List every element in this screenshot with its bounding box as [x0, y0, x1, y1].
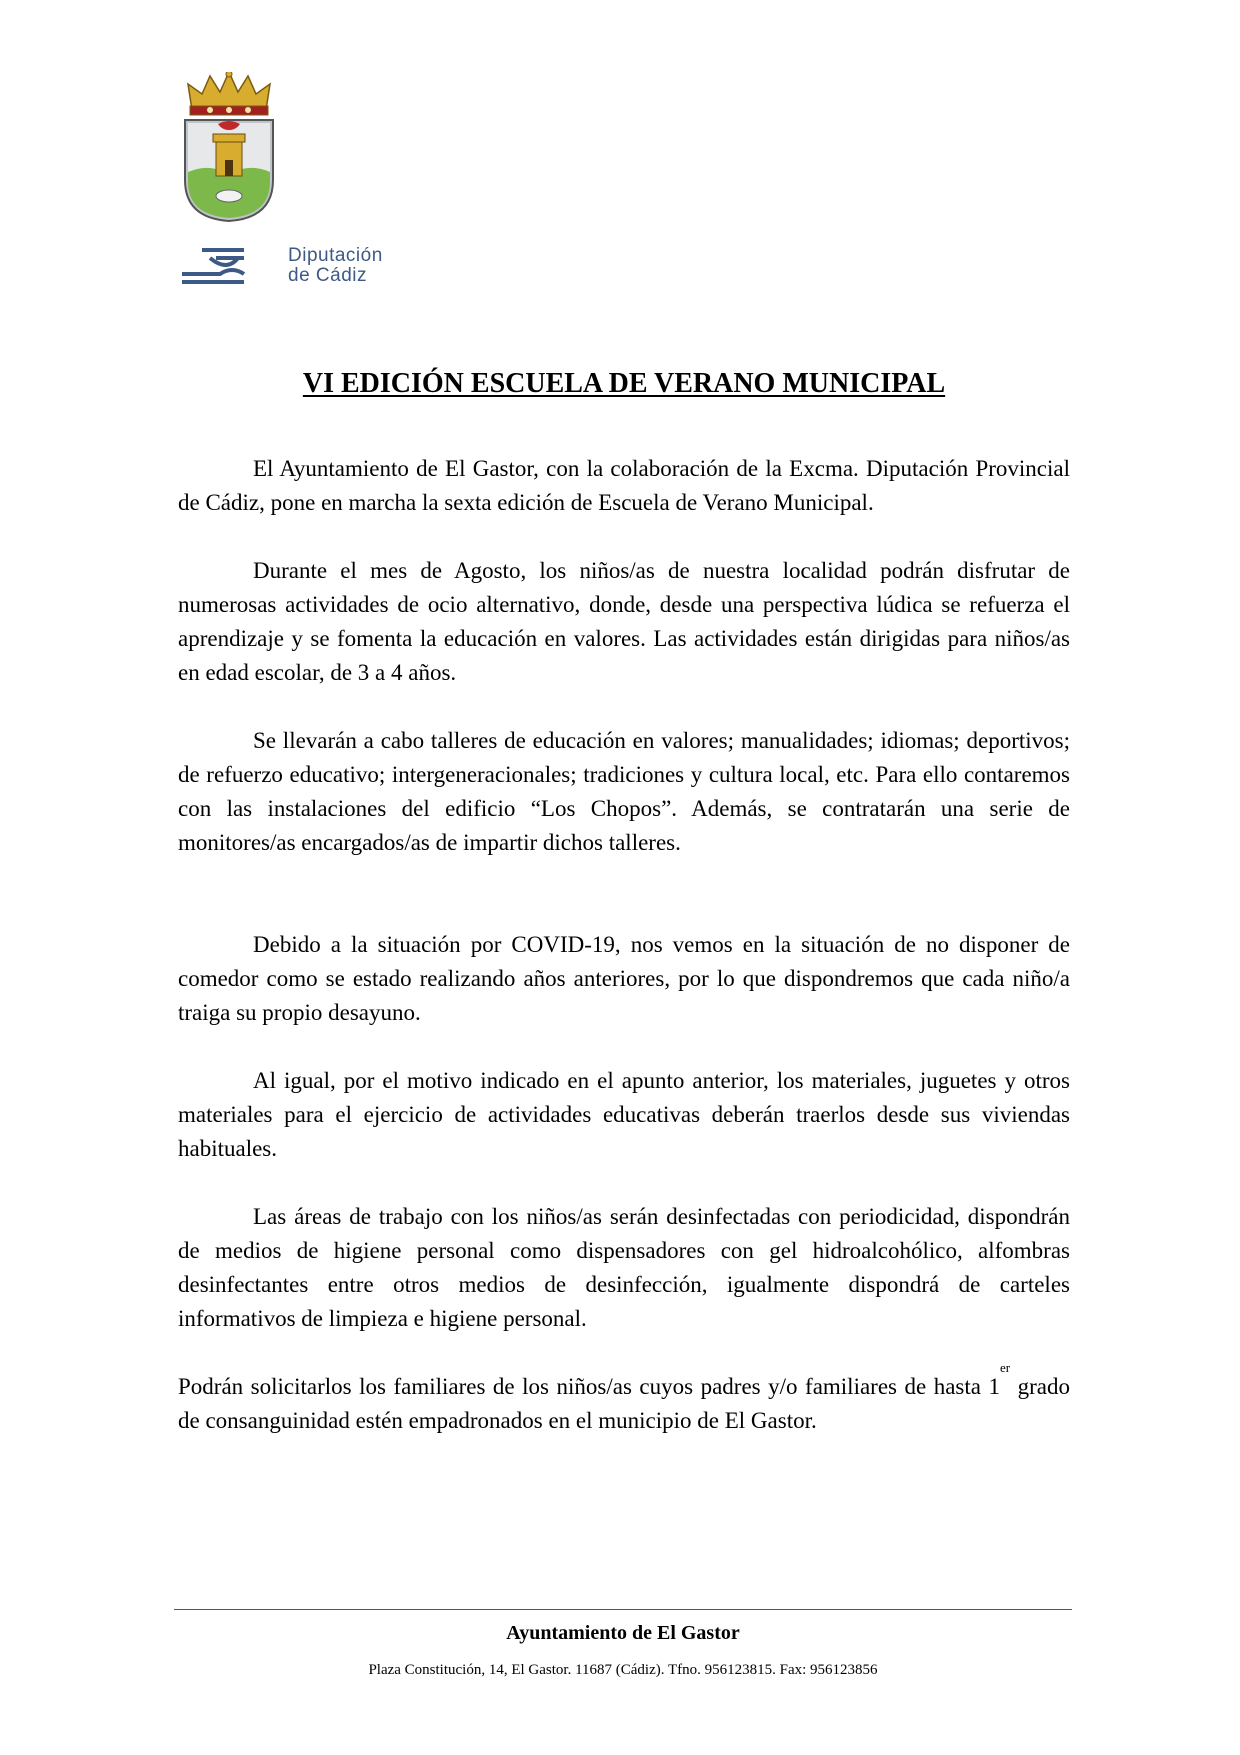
document-body [178, 452, 1070, 1438]
paragraph-6: Las áreas de trabajo con los niños/as serán desinfectadas con periodicidad, dispondrán de medios de higiene personal como dispensadores con gel hidroalcohólico, alfombras desinfectantes entre otros medios de desinfección, igualmente dispondrá de carteles informativos de limpieza e higiene personal. [178, 1204, 1070, 1331]
ordinal-superscript: er [1000, 1360, 1011, 1375]
paragraph-2: Durante el mes de Agosto, los niños/as de nuestra localidad podrán disfrutar de numerosas actividades de ocio alternativo, donde, desde una perspectiva lúdica se refuerza el aprendizaje y se fomenta la educación en valores. Las actividades están dirigidas para niños/as en edad escolar, de 3 a 4 años. [178, 558, 1070, 685]
paragraph-4: Debido a la situación por COVID-19, nos vemos en la situación de no disponer de comedor como se estado realizando años anteriores, por lo que dispondremos que cada niño/a traiga su propio desayuno. [178, 932, 1070, 1025]
paragraph-1: El Ayuntamiento de El Gastor, con la colaboración de la Excma. Diputación Provincial de Cádiz, pone en marcha la sexta edición de Escuela de Verano Municipal. [178, 456, 1070, 515]
footer-address: Plaza Constitución, 14, El Gastor. 11687 (Cádiz). Tfno. 956123815. Fax: 956123856 [368, 1662, 878, 1678]
paragraph-3: Se llevarán a cabo talleres de educación en valores; manualidades; idiomas; deportivos; de refuerzo educativo; intergeneracionales; tradiciones y cultura local, etc. Para ello contaremos con las instalaciones del edificio “Los Chopos”. Además, se contratarán una serie de monitores/as encargados/as de impartir dichos talleres. [178, 728, 1070, 855]
diputacion-logo-text [288, 246, 383, 286]
crown-icon [188, 72, 270, 115]
shield-icon [185, 120, 273, 221]
logo-text-line2: de Cádiz [288, 265, 367, 286]
document-title: VI EDICIÓN ESCUELA DE VERANO MUNICIPAL [302, 368, 946, 399]
coat-of-arms-logo [182, 72, 276, 222]
paragraph-5: Al igual, por el motivo indicado en el apunto anterior, los materiales, juguetes y otros materiales para el ejercicio de actividades educativas deberán traerlos desde sus viviendas habituales. [178, 1068, 1070, 1161]
footer-divider [174, 1609, 1072, 1610]
logo-text-line1: Diputación [288, 245, 383, 266]
paragraph-7 [178, 1360, 1070, 1438]
footer-organization: Ayuntamiento de El Gastor [506, 1622, 740, 1644]
paragraph-7-text: Podrán solicitarlos los familiares de los niños/as cuyos padres y/o familiares de hasta 1 [178, 1374, 1000, 1399]
paragraph-7-text-end: grado de consanguinidad estén empadronados en el municipio de El Gastor. [178, 1374, 1070, 1433]
